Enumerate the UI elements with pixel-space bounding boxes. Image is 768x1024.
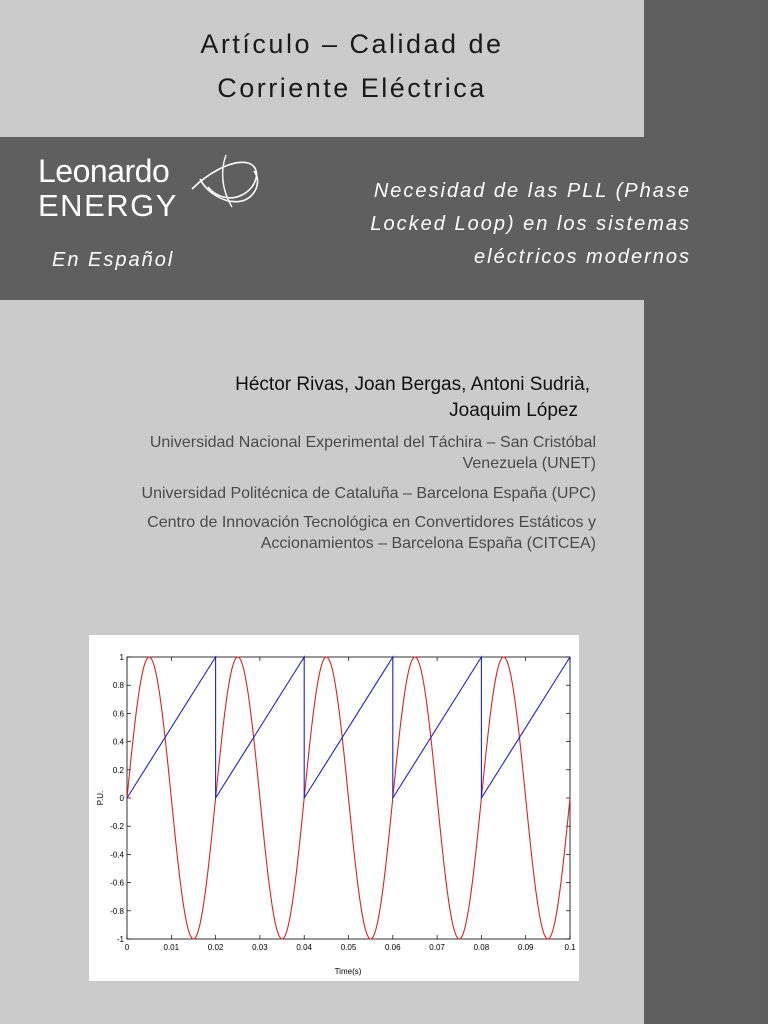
x-tick-label: 0.06 xyxy=(385,943,401,952)
affiliation-line: Universidad Politécnica de Cataluña – Barcelona España (UPC) xyxy=(141,485,596,502)
waveform-chart xyxy=(89,635,579,981)
subtitle-line-2: Locked Loop) en los sistemas xyxy=(370,213,691,235)
y-tick-label: 0.8 xyxy=(112,681,124,691)
right-sidebar-bar xyxy=(644,0,768,1024)
affiliation-upc xyxy=(40,483,596,504)
sawtooth-series-line xyxy=(127,657,570,798)
x-tick-label: 0.05 xyxy=(340,943,357,952)
subtitle-line-3: eléctricos modernos xyxy=(474,246,691,268)
x-tick-label: 0.09 xyxy=(517,943,534,952)
y-tick-label: 0.4 xyxy=(112,737,124,747)
affiliation-line: Universidad Nacional Experimental del Táchira – San Cristóbal xyxy=(149,434,596,451)
y-tick-label: 0.6 xyxy=(112,709,124,719)
authors-line-2: Joaquim López xyxy=(449,400,578,421)
swirl-logo-icon xyxy=(186,151,266,211)
x-tick-label: 0 xyxy=(124,943,130,952)
y-tick-label: 0.2 xyxy=(112,765,124,775)
title-line-1: Artículo – Calidad de xyxy=(200,29,504,59)
article-subtitle xyxy=(271,175,691,274)
y-tick-label: 0 xyxy=(119,794,124,803)
x-tick-label: 0.1 xyxy=(564,943,576,952)
x-tick-label: 0.08 xyxy=(473,943,490,952)
banner xyxy=(0,137,691,300)
affiliation-line: Accionamientos – Barcelona España (CITCEA) xyxy=(260,535,596,552)
affiliation-line: Venezuela (UNET) xyxy=(462,455,596,472)
x-tick-label: 0.04 xyxy=(296,943,312,952)
y-tick-label: -0.6 xyxy=(110,878,124,888)
affiliation-line: Centro de Innovación Tecnológica en Convertidores Estáticos y xyxy=(147,514,596,531)
authors xyxy=(100,372,590,424)
title-block xyxy=(0,0,644,137)
y-tick-label: -0.8 xyxy=(110,906,124,916)
y-tick-label: -0.2 xyxy=(110,822,124,832)
authors-line-1: Héctor Rivas, Joan Bergas, Antoni Sudrià, xyxy=(235,374,590,395)
x-tick-label: 0.03 xyxy=(252,943,268,952)
x-axis-label: Time(s) xyxy=(334,967,362,976)
language-label: En Español xyxy=(52,249,175,271)
pll-waveform-figure xyxy=(89,635,579,981)
subtitle-line-1: Necesidad de las PLL (Phase xyxy=(373,180,691,202)
x-tick-label: 0.07 xyxy=(429,943,445,952)
y-axis-label: P.U. xyxy=(96,790,105,806)
sine-series-line xyxy=(127,657,570,939)
logo-energy: ENERGY xyxy=(38,188,178,223)
x-tick-label: 0.01 xyxy=(163,943,180,952)
y-tick-label: -1 xyxy=(116,935,124,944)
title-line-2: Corriente Eléctrica xyxy=(217,73,487,103)
x-tick-label: 0.02 xyxy=(207,943,224,952)
y-tick-label: -0.4 xyxy=(110,850,124,860)
affiliation-citcea xyxy=(40,512,596,554)
logo-leonardo: Leonardo xyxy=(38,153,170,189)
y-tick-label: 1 xyxy=(119,653,124,662)
affiliation-unet xyxy=(40,432,596,474)
